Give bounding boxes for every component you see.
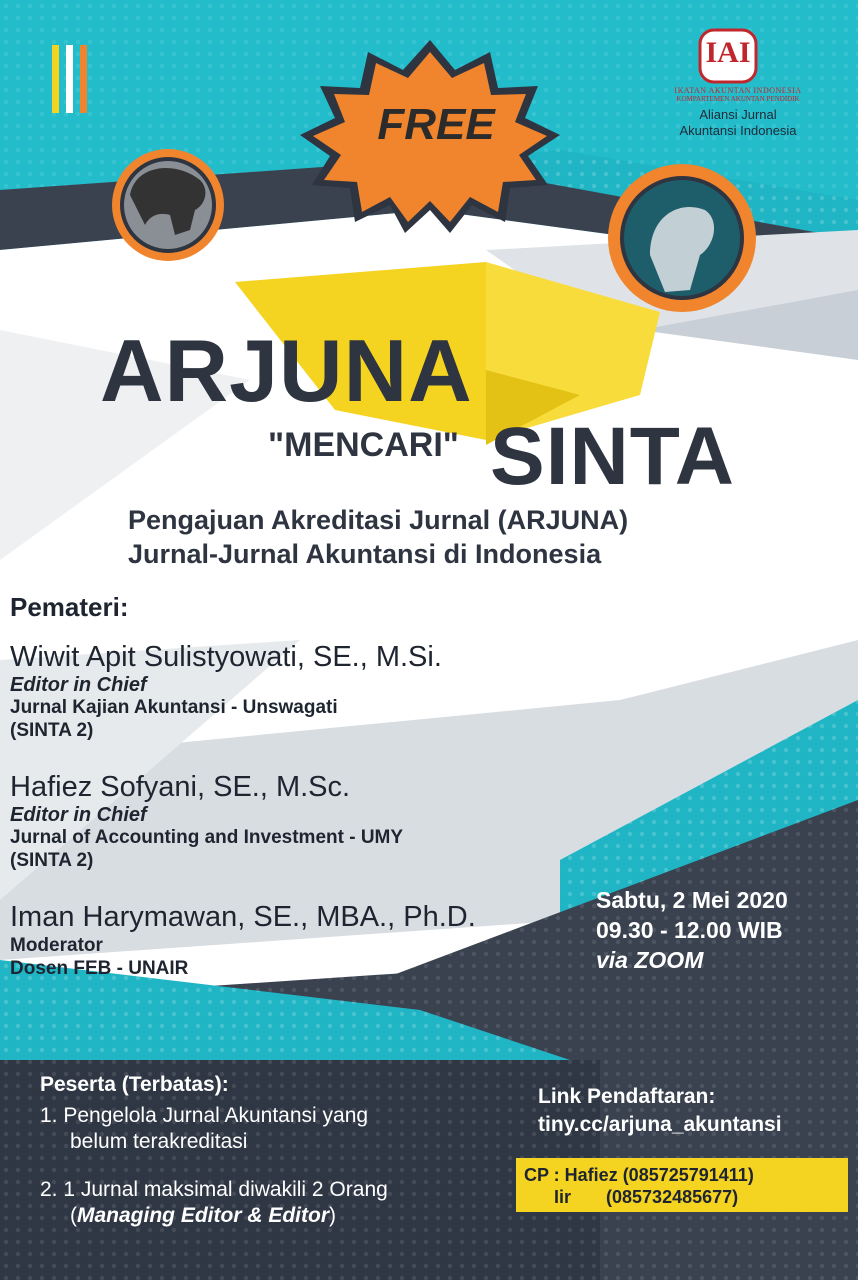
- speaker-rank: (SINTA 2): [10, 850, 94, 871]
- org-line-1: IKATAN AKUNTAN INDONESIA: [674, 86, 802, 95]
- participants-item-2b: (Managing Editor & Editor): [70, 1204, 336, 1227]
- iai-logo-text: IAI: [705, 36, 751, 69]
- speaker-name: Iman Harymawan, SE., MBA., Ph.D.: [10, 901, 476, 933]
- participants: [40, 1073, 388, 1229]
- speaker-3: [10, 900, 476, 980]
- participants-title: Peserta (Terbatas):: [40, 1073, 229, 1096]
- org-line-4: Akuntansi Indonesia: [679, 123, 797, 138]
- subtitle-line-2: Jurnal-Jurnal Akuntansi di Indonesia: [128, 539, 602, 569]
- event-date: Sabtu, 2 Mei 2020: [596, 887, 788, 913]
- stripe-yellow: [52, 45, 59, 113]
- participants-item-1a: 1. Pengelola Jurnal Akuntansi yang: [40, 1104, 369, 1127]
- subtitle-line-1: Pengajuan Akreditasi Jurnal (ARJUNA): [128, 505, 629, 535]
- participants-item-2a: 2. 1 Jurnal maksimal diwakili 2 Orang: [40, 1178, 388, 1201]
- participants-item-1b: belum terakreditasi: [70, 1130, 248, 1153]
- org-line-2: KOMPARTEMEN AKUNTAN PENDIDIK: [676, 95, 800, 103]
- speaker-name: Hafiez Sofyani, SE., M.Sc.: [10, 771, 351, 803]
- speaker-journal: Jurnal of Accounting and Investment - UMY: [10, 827, 404, 848]
- speaker-journal: Jurnal Kajian Akuntansi - Unswagati: [10, 697, 338, 718]
- speaker-rank: (SINTA 2): [10, 720, 94, 741]
- event-time: 09.30 - 12.00 WIB: [596, 917, 783, 943]
- participants-roles: Managing Editor & Editor: [77, 1204, 329, 1227]
- speakers-heading: Pemateri:: [10, 592, 129, 622]
- org-info: [638, 18, 838, 139]
- event-venue: via ZOOM: [596, 947, 704, 973]
- speaker-role: Editor in Chief: [10, 804, 147, 826]
- speaker-role: Editor in Chief: [10, 674, 147, 696]
- speaker-2: [10, 770, 403, 872]
- registration: [538, 1083, 782, 1139]
- registration-link[interactable]: tiny.cc/arjuna_akuntansi: [538, 1113, 782, 1136]
- free-label: FREE: [377, 100, 495, 149]
- title-sinta: SINTA: [490, 411, 735, 502]
- contact-box: [516, 1158, 848, 1212]
- speaker-name: Wiwit Apit Sulistyowati, SE., M.Si.: [10, 641, 442, 673]
- title-mencari: "MENCARI": [268, 426, 459, 464]
- event-info: [596, 885, 788, 975]
- title-arjuna: ARJUNA: [100, 321, 473, 420]
- org-line-3: Aliansi Jurnal: [699, 107, 777, 122]
- registration-label: Link Pendaftaran:: [538, 1085, 716, 1108]
- speaker-role: Moderator: [10, 935, 103, 956]
- speaker-1: [10, 640, 442, 742]
- speaker-affiliation: Dosen FEB - UNAIR: [10, 958, 189, 979]
- subtitle: [128, 503, 628, 571]
- contact-line-1: CP : Hafiez (085725791411): [524, 1165, 754, 1185]
- contact-line-2: Iir (085732485677): [524, 1187, 739, 1207]
- stripe-orange: [80, 45, 87, 113]
- stripe-white: [66, 45, 73, 113]
